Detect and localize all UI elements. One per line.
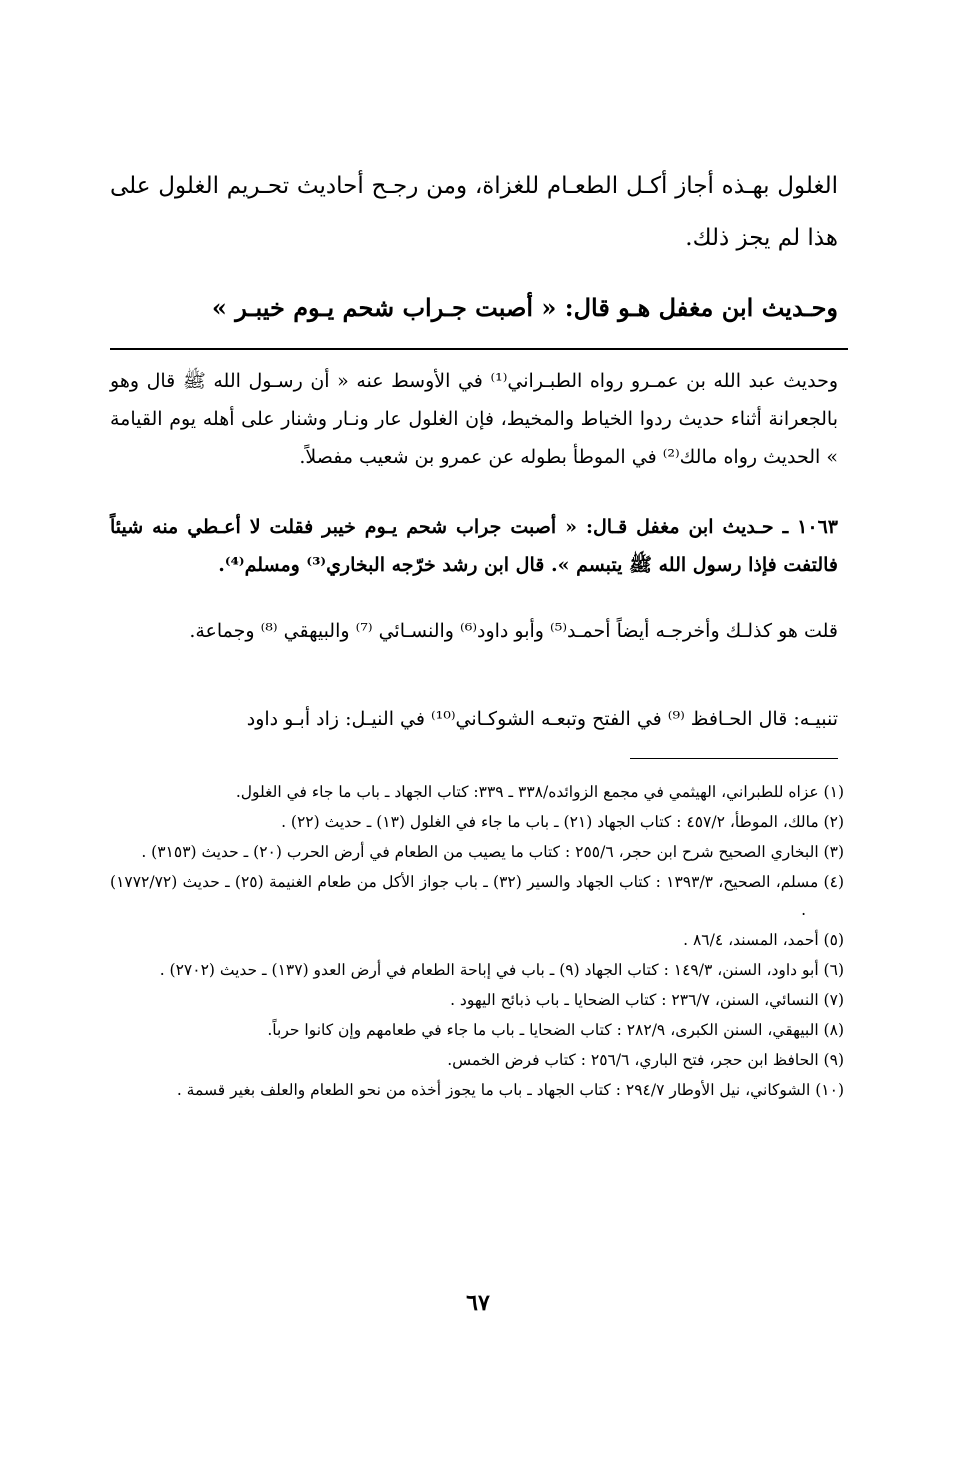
paragraph-commentary: قلت هو كذلـك وأخرجـه أيضاً أحمـد⁽⁵⁾ وأبو داود⁽⁶⁾ والنسـائي ⁽⁷⁾ والبيهقي ⁽⁸⁾ وجماعة. — [189, 620, 838, 642]
footnote-8: (٨) البيهقي، السنن الكبرى، ٢٨٢/٩ : كتاب الضحايا ـ باب ما جاء في طعامهم وإن كانوا حرباً. — [267, 1021, 844, 1039]
footnote-7: (٧) النسائي، السنن، ٢٣٦/٧ : كتاب الضحايا ـ باب ذبائح اليهود . — [450, 991, 844, 1009]
footnote-5: (٥) أحمد، المسند، ٨٦/٤ . — [683, 931, 844, 949]
footnotes-list — [110, 778, 844, 1106]
footnote-6: (٦) أبو داود، السنن، ١٤٩/٣ : كتاب الجهاد (٩) ـ باب في إباحة الطعام في أرض العدو (١٣٧) ـ حديث (٢٧٠٢) . — [159, 961, 844, 979]
footnote-4: (٤) مسلم، الصحيح، ١٣٩٣/٣ : كتاب الجهاد والسير (٣٢) ـ باب جواز الأكل من طعام الغنيمة (٢٥) ـ حديث (١٧٧٢/٧٢) . — [110, 873, 844, 919]
paragraph-top: الغلول بهـذه أجاز أكـل الطعـام للغزاة، ومن رجـح أحاديث تحـريم الغلول على هذا لم يجز ذلك. — [110, 173, 838, 251]
footnote-10: (١٠) الشوكاني، نيل الأوطار ٢٩٤/٧ : كتاب الجهاد ـ باب ما يجوز أخذه من نحو الطعام والعلف بغير قسمة . — [176, 1081, 844, 1099]
paragraph-hadith-1063: ١٠٦٣ ـ حـديث ابن مغفل قـال: « أصبت جراب شحم يـوم خيبر فقلت لا أعـطي منه شيئاً فالتفت فإذا رسول الله ﷺ يتبسم ». قال ابن رشد خرّجه البخاري⁽³⁾ ومسلم⁽⁴⁾. — [110, 516, 838, 576]
page-number: ٦٧ — [466, 1290, 490, 1316]
footnote-9: (٩) الحافظ ابن حجر، فتح الباري، ٢٥٦/٦ : كتاب فرض الخمس. — [447, 1051, 844, 1069]
footnote-2: (٢) مالك، الموطأ، ٤٥٧/٢ : كتاب الجهاد (٢١) ـ باب ما جاء في الغلول (١٣) ـ حديث (٢٢) . — [281, 813, 844, 831]
footnote-1: (١) عزاه للطبراني، الهيثمي في مجمع الزوائده/٣٣٨ ـ ٣٣٩: كتاب الجهاد ـ باب ما جاء في الغلول. — [235, 783, 844, 801]
paragraph-abdallah-hadith: وحديث عبد الله بن عمـرو رواه الطبـراني⁽¹⁾ في الأوسط عنه « أن رسـول الله ﷺ قال وهو بالجعرانة أثناء حديث ردوا الخياط والمخيط، فإن الغلول عار ونـار وشنار على أهله يوم القيامة » الحديث رواه مالك⁽²⁾ في الموطأ بطوله عن عمرو بن شعيب مفصلاً. — [110, 370, 838, 468]
paragraph-tanbih: تنبيـه: قال الحـافظ ⁽⁹⁾ في الفتح وتبعـه الشوكـاني⁽¹⁰⁾ في النيـل: زاد أبـو داود — [246, 708, 838, 730]
paragraph-hadith-quote: وحـديث ابن مغفل هـو قال: « أصبت جـراب شحم يـوم خيبـر » — [211, 293, 838, 322]
footnote-divider — [630, 758, 838, 759]
footnote-3: (٣) البخاري الصحيح شرح ابن حجر، ٢٥٥/٦ : كتاب ما يصيب من الطعام في أرض الحرب (٢٠) ـ حديث (٣١٥٣) . — [141, 843, 844, 861]
section-divider — [110, 348, 848, 350]
